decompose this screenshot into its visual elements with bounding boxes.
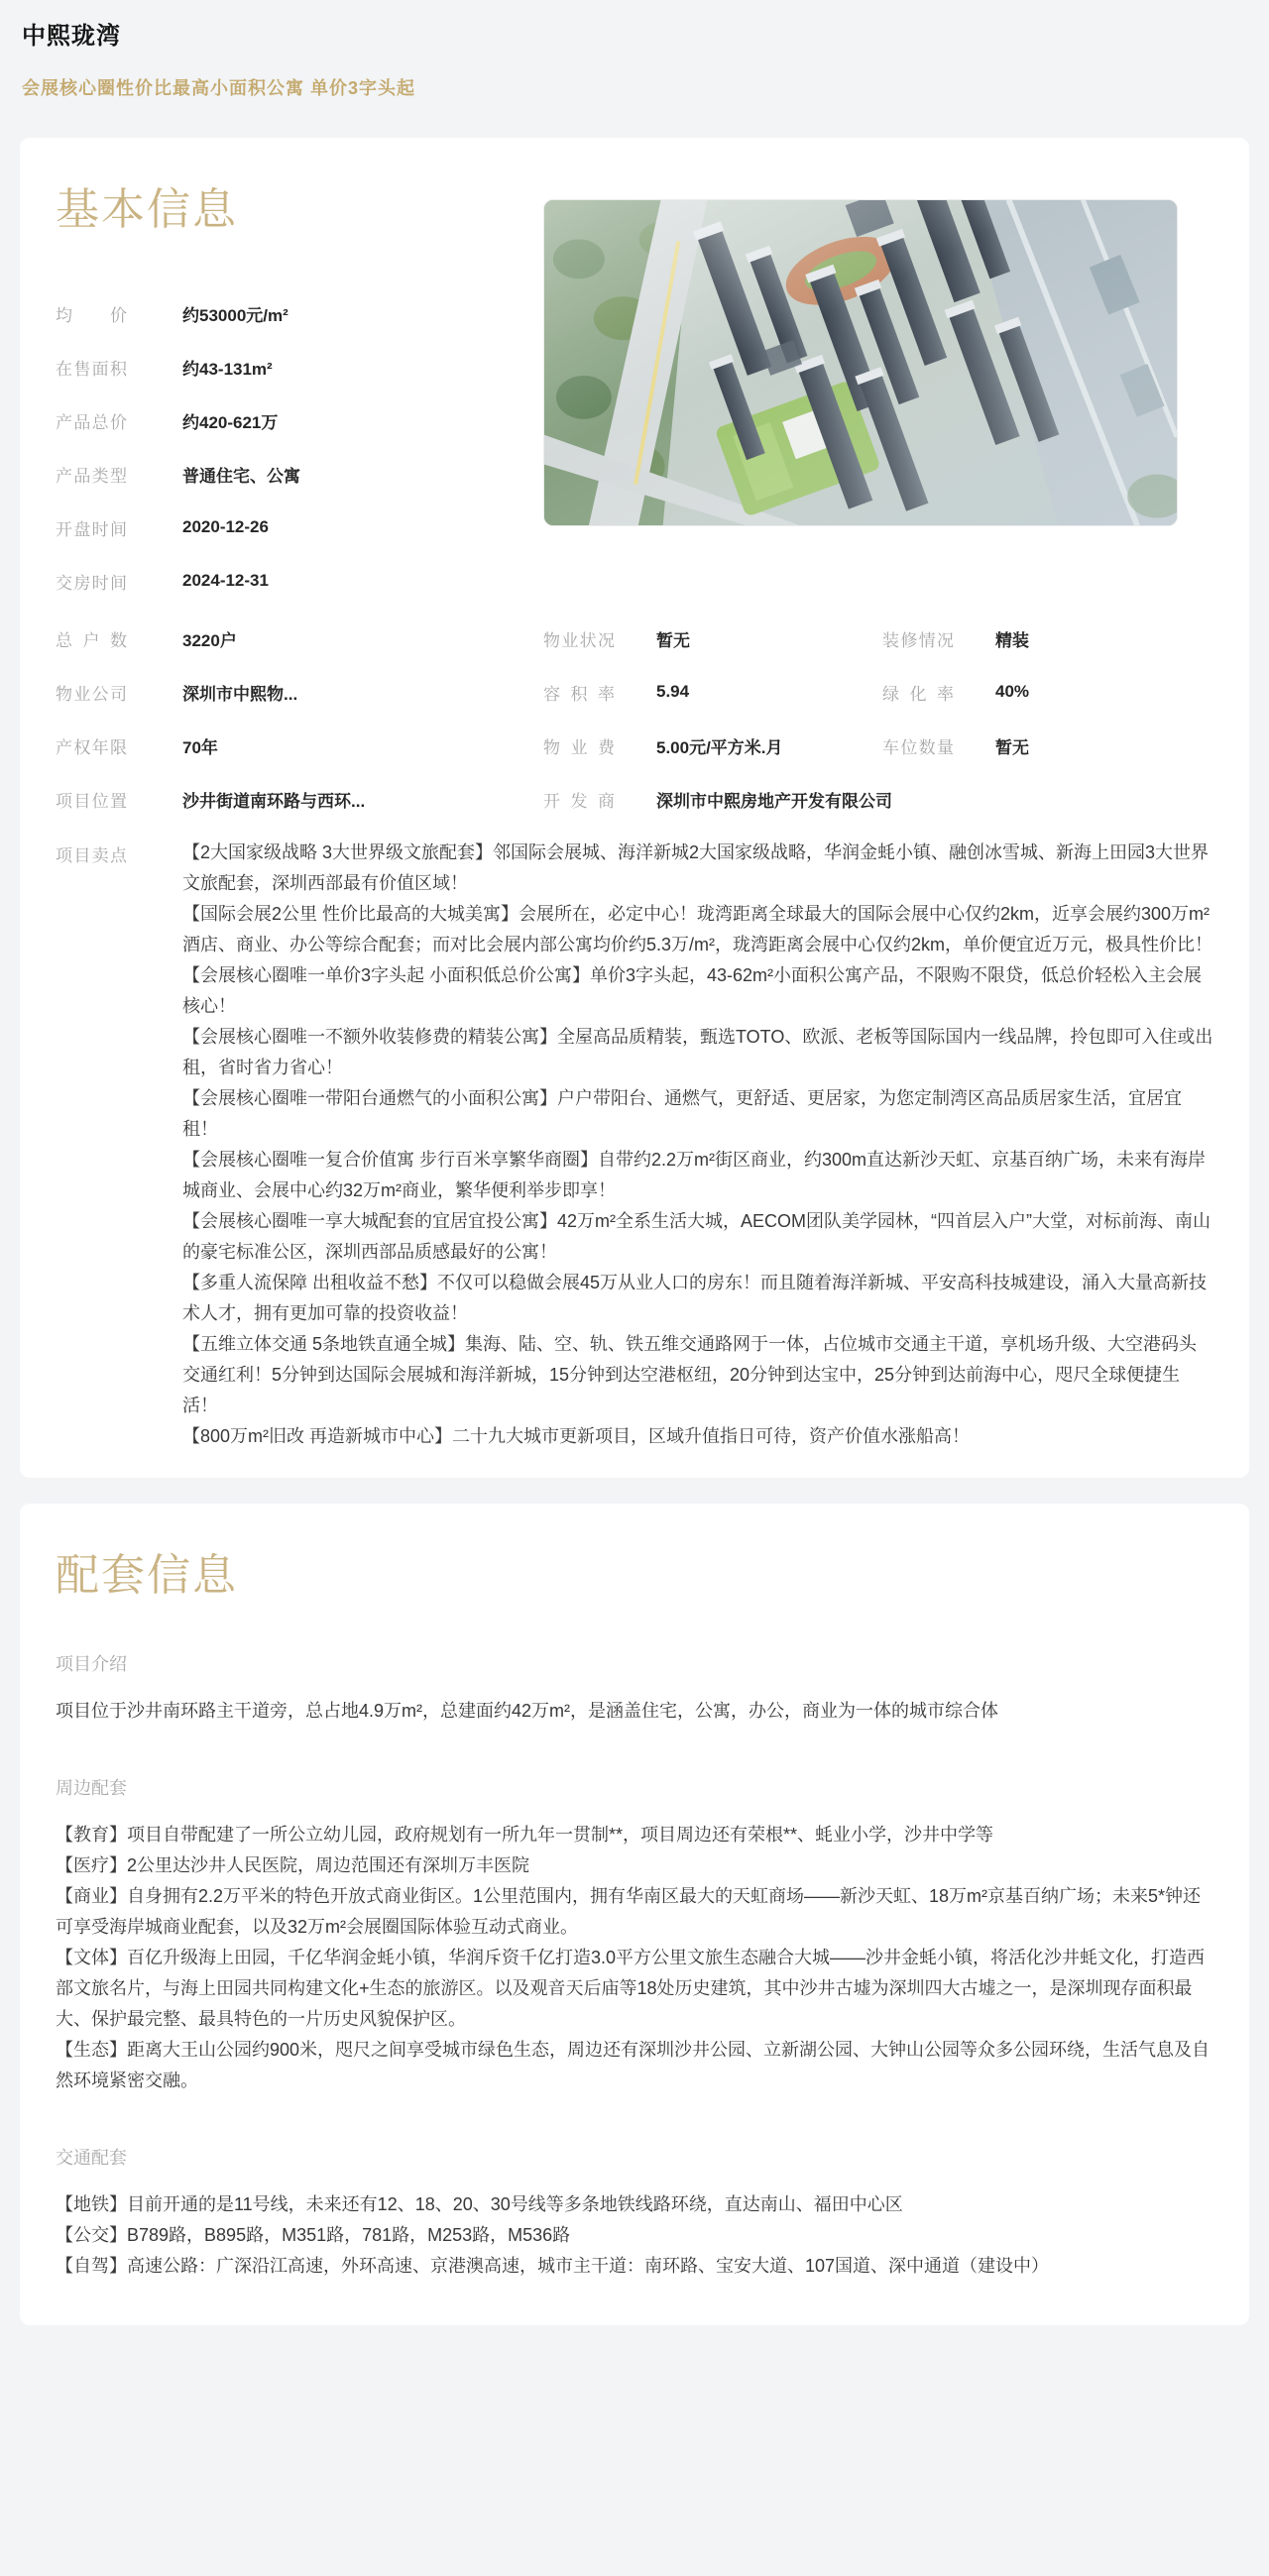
field-plot-ratio-value: 5.94: [656, 682, 690, 701]
selling-point: 【会展核心圈唯一带阳台通燃气的小面积公寓】户户带阳台、通燃气，更舒适、更居家，为您定制湾区高品质居家生活，宜居宜租！: [182, 1088, 1182, 1139]
basic-info-grid: [56, 612, 1213, 826]
surroundings-item-ecology: 【生态】距离大王山公园约900米，咫尺之间享受城市绿色生态，周边还有深圳沙井公园、立新湖公园、大钟山公园等众多公园环绕，生活气息及自然环境紧密交融。: [56, 2040, 1211, 2090]
field-area-on-sale-value: 约43-131m²: [182, 359, 273, 379]
field-developer-value: 深圳市中熙房地产开发有限公司: [656, 791, 892, 811]
field-location-label: 项目位置: [56, 791, 127, 811]
field-tenure-years: [56, 719, 543, 772]
field-developer: [543, 772, 1213, 826]
field-total-households: [56, 612, 543, 665]
surroundings-item-commerce: 【商业】自身拥有2.2万平米的特色开放式商业街区。1公里范围内，拥有华南区最大的天虹商场——新沙天虹、18万m²京基百纳广场；未来5*钟还可享受海岸城商业配套，以及32万m²会展圈国际体验互动式商业。: [56, 1886, 1202, 1937]
field-property-fee: [543, 719, 882, 772]
field-decoration-value: 精装: [995, 630, 1029, 650]
field-plot-ratio: [543, 665, 882, 719]
basic-info-left-column: [56, 173, 543, 608]
selling-points-label: 项目卖点: [56, 846, 127, 865]
surroundings-item-medical: 【医疗】2公里达沙井人民医院，周边范围还有深圳万丰医院: [56, 1855, 530, 1875]
field-area-on-sale-label: 在售面积: [56, 359, 127, 379]
field-property-company-value: 深圳市中熙物...: [182, 684, 298, 704]
project-photo[interactable]: [543, 199, 1178, 526]
field-property-status: [543, 612, 882, 665]
field-total-price-label: 产品总价: [56, 412, 127, 432]
field-opening-date: [56, 501, 543, 554]
project-intro-label: 项目介绍: [56, 1654, 127, 1674]
selling-point: 【会展核心圈唯一单价3字头起 小面积低总价公寓】单价3字头起，43-62m²小面积公寓产品，不限购不限贷，低总价轻松入主会展核心！: [182, 965, 1203, 1016]
field-greening-rate-label: 绿化率: [882, 684, 954, 704]
page-subtitle: 会展核心圈性价比最高小面积公寓 单价3字头起: [22, 78, 416, 98]
field-property-fee-label: 物业费: [543, 737, 615, 757]
selling-point: 【五维立体交通 5条地铁直通全城】集海、陆、空、轨、铁五维交通路网于一体，占位城市交通主干道，享机场升级、大空港码头交通红利！5分钟到达国际会展城和海洋新城，15分钟到达空港枢纽，20分钟到达宝中，25分钟到达前海中心，咫尺全球便捷生活！: [182, 1334, 1198, 1415]
selling-point: 【会展核心圈唯一享大城配套的宜居宜投公寓】42万m²全系生活大城，AECOM团队美学园林，“四首层入户”大堂，对标前海、南山的豪宅标准公区，深圳西部品质感最好的公寓！: [182, 1211, 1211, 1262]
field-tenure-years-value: 70年: [182, 737, 218, 757]
traffic-label: 交通配套: [56, 2148, 127, 2168]
field-tenure-years-label: 产权年限: [56, 737, 127, 757]
amenities-card: [20, 1504, 1249, 2325]
field-total-households-label: 总户数: [56, 630, 127, 650]
field-average-price: [56, 286, 543, 340]
field-plot-ratio-label: 容积率: [543, 684, 615, 704]
traffic-item-drive: 【自驾】高速公路：广深沿江高速，外环高速、京港澳高速，城市主干道：南环路、宝安大道、107国道、深中通道（建设中）: [56, 2256, 1050, 2276]
field-location-value: 沙井街道南环路与西环...: [182, 791, 366, 811]
aerial-photo-illustration: [544, 200, 1177, 525]
field-opening-date-value: 2020-12-26: [182, 517, 269, 536]
field-average-price-label: 均价: [56, 305, 127, 325]
field-parking-count-value: 暂无: [995, 737, 1029, 757]
selling-point: 【多重人流保障 出租收益不愁】不仅可以稳做会展45万从业人口的房东！而且随着海洋新城、平安高科技城建设，涌入大量高新技术人才，拥有更加可靠的投资收益！: [182, 1273, 1208, 1323]
field-property-fee-value: 5.00元/平方米.月: [656, 737, 783, 757]
field-total-price-value: 约420-621万: [182, 412, 279, 432]
field-parking-count-label: 车位数量: [882, 737, 954, 757]
field-total-price: [56, 393, 543, 447]
field-decoration: [882, 612, 1213, 665]
field-total-households-value: 3220户: [182, 630, 237, 650]
field-product-type: [56, 447, 543, 501]
surroundings-item-education: 【教育】项目自带配建了一所公立幼儿园，政府规划有一所九年一贯制**，项目周边还有荣根**、蚝业小学，沙井中学等: [56, 1825, 994, 1845]
field-greening-rate-value: 40%: [995, 682, 1030, 701]
field-area-on-sale: [56, 340, 543, 393]
selling-point: 【国际会展2公里 性价比最高的大城美寓】会展所在，必定中心！珑湾距离全球最大的国际会展中心仅约2km，近享会展约300万m²酒店、商业、办公等综合配套；而对比会展内部公寓均价约5.3万/m²，珑湾距离会展中心仅约2km，单价便宜近万元，极具性价比！: [182, 904, 1213, 954]
field-product-type-label: 产品类型: [56, 466, 127, 486]
field-delivery-date-label: 交房时间: [56, 573, 127, 593]
amenities-section-title: 配套信息: [56, 1551, 238, 1600]
selling-points-section: [56, 838, 1213, 1452]
page-header: [0, 0, 1269, 138]
page-title: 中熙珑湾: [22, 23, 121, 50]
field-developer-label: 开发商: [543, 791, 615, 811]
field-property-status-label: 物业状况: [543, 630, 615, 650]
traffic-item-metro: 【地铁】目前开通的是11号线，未来还有12、18、20、30号线等多条地铁线路环绕，直达南山、福田中心区: [56, 2194, 903, 2214]
selling-point: 【2大国家级战略 3大世界级文旅配套】邻国际会展城、海洋新城2大国家级战略，华润金蚝小镇、融创冰雪城、新海上田园3大世界文旅配套，深圳西部最有价值区域！: [182, 842, 1210, 893]
field-parking-count: [882, 719, 1213, 772]
surroundings-label: 周边配套: [56, 1778, 127, 1798]
field-greening-rate: [882, 665, 1213, 719]
field-property-company-label: 物业公司: [56, 684, 127, 704]
field-average-price-value: 约53000元/m²: [182, 305, 288, 325]
field-product-type-value: 普通住宅、公寓: [182, 466, 300, 486]
selling-point: 【会展核心圈唯一复合价值寓 步行百米享繁华商圈】自带约2.2万m²街区商业，约300m直达新沙天虹、京基百纳广场，未来有海岸城商业、会展中心约32万m²商业，繁华便利举步即享！: [182, 1150, 1207, 1200]
project-intro-text: 项目位于沙井南环路主干道旁，总占地4.9万m²，总建面约42万m²，是涵盖住宅，公寓，办公，商业为一体的城市综合体: [56, 1701, 999, 1721]
field-decoration-label: 装修情况: [882, 630, 954, 650]
selling-points-text: [182, 838, 1213, 1452]
field-property-status-value: 暂无: [656, 630, 690, 650]
field-delivery-date: [56, 554, 543, 608]
field-location: [56, 772, 543, 826]
field-delivery-date-value: 2024-12-31: [182, 571, 269, 590]
traffic-text: [56, 2189, 1213, 2282]
photo-haze: [544, 200, 1177, 525]
field-opening-date-label: 开盘时间: [56, 519, 127, 539]
surroundings-item-culture: 【文体】百亿升级海上田园，千亿华润金蚝小镇，华润斥资千亿打造3.0平方公里文旅生态融合大城——沙井金蚝小镇，将活化沙井蚝文化，打造西部文旅名片，与海上田园共同构建文化+生态的旅游区。以及观音天后庙等18处历史建筑，其中沙井古墟为深圳四大古墟之一，是深圳现存面积最大、保护最完整、最具特色的一片历史风貌保护区。: [56, 1948, 1206, 2029]
selling-point: 【会展核心圈唯一不额外收装修费的精装公寓】全屋高品质精装，甄选TOTO、欧派、老板等国际国内一线品牌，拎包即可入住或出租，省时省力省心！: [182, 1027, 1213, 1077]
basic-info-card: [20, 138, 1249, 1478]
selling-point: 【800万m²旧改 再造新城市中心】二十九大城市更新项目，区域升值指日可待，资产价值水涨船高！: [182, 1426, 971, 1446]
basic-info-section-title: 基本信息: [56, 185, 238, 234]
traffic-item-bus: 【公交】B789路，B895路，M351路，781路，M253路，M536路: [56, 2225, 571, 2245]
basic-info-top: [56, 173, 1213, 608]
field-property-company: [56, 665, 543, 719]
surroundings-text: [56, 1820, 1213, 2096]
